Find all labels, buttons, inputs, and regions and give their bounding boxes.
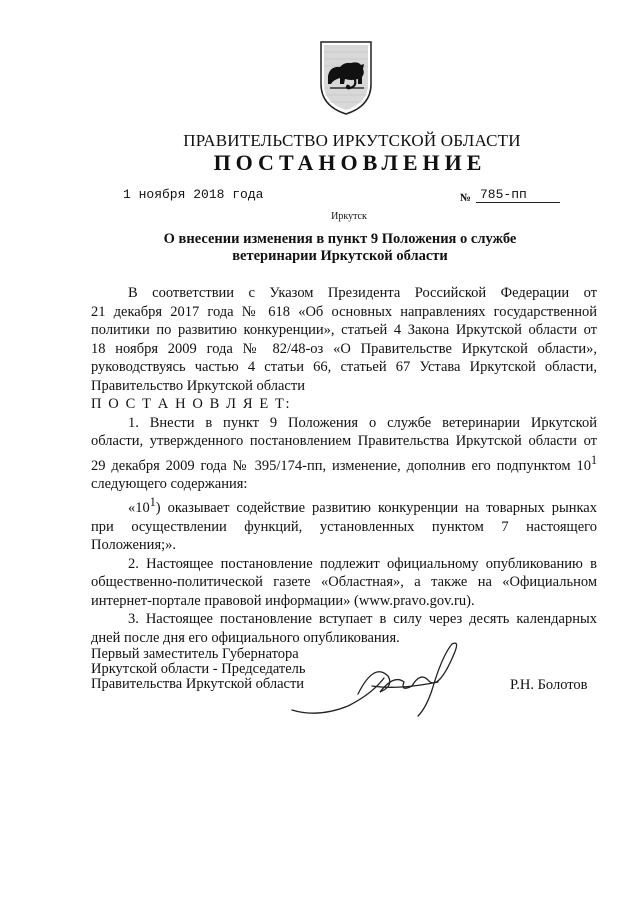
item3-line: дней после дня его официального опубликования. (91, 629, 400, 646)
item1-line: следующего содержания: (91, 475, 248, 492)
preamble-line: 21 декабря 2017 года № 618 «Об основных направлениях государственной (91, 303, 597, 320)
government-name: ПРАВИТЕЛЬСТВО ИРКУТСКОЙ ОБЛАСТИ (183, 131, 521, 150)
preamble-line: политики по развитию конкуренции», статьей 4 Закона Иркутской области от (91, 322, 597, 338)
preamble-line: В соответствии с Указом Президента Российской Федерации от (128, 285, 597, 301)
decree-number: 785-пп (476, 187, 560, 203)
decree-title (150, 231, 530, 265)
item2-line: 2. Настоящее постановление подлежит официальному опубликованию в (128, 555, 597, 572)
signer-position-line: Правительства Иркутской области (91, 676, 305, 692)
quote-open: «10 (128, 500, 150, 517)
preamble-line: 18 ноября 2009 года № 82/48-оз «О Правительстве Иркутской области», (91, 340, 597, 357)
decree-date: 1 ноября 2018 года (123, 187, 264, 202)
preamble-line: руководствуясь частью 4 статьи 66, статьей 67 Устава Иркутской области, (91, 359, 597, 375)
signer-position-line: Иркутской области - Председатель (91, 661, 306, 677)
item2-line: интернет-портале правовой информации» (www.pravo.gov.ru). (91, 592, 475, 609)
city: Иркутск (331, 211, 367, 222)
resolves-heading: П О С Т А Н О В Л Я Е Т: (91, 396, 292, 412)
signer-position-line: Первый заместитель Губернатора (91, 646, 299, 662)
item3-line: 3. Настоящее постановление вступает в силу через десять календарных (128, 611, 597, 628)
quote-line: при осуществлении функций, установленных пунктом 7 настоящего (91, 518, 597, 535)
quote-line: Положения;». (91, 537, 177, 554)
item1-line (91, 451, 597, 475)
item1-line-text: 29 декабря 2009 года № 395/174-пп, изменение, дополнив его подпунктом 10 (91, 457, 591, 474)
quote-line (91, 493, 597, 517)
signer-position (91, 647, 306, 692)
item1-line: области, утвержденного постановлением Правительства Иркутской области от (91, 433, 597, 449)
quote-text: ) оказывает содействие развитию конкуренции на товарных рынках (155, 500, 597, 517)
superscript: 1 (149, 495, 156, 510)
item2-line: общественно-политической газете «Областная», а также на «Официальном (91, 574, 597, 591)
signer-name: Р.Н. Болотов (510, 677, 588, 693)
handwritten-signature (288, 632, 468, 722)
number-sign: № (460, 192, 472, 204)
document-type: ПОСТАНОВЛЕНИЕ (213, 150, 487, 175)
irkutsk-coat-of-arms-icon (318, 40, 374, 116)
decree-body (91, 284, 597, 647)
item1-line: 1. Внести в пункт 9 Положения о службе ветеринарии Иркутской (128, 414, 597, 431)
decree-title-line: ветеринарии Иркутской области (232, 248, 448, 264)
superscript: 1 (590, 452, 597, 467)
decree-title-line: О внесении изменения в пункт 9 Положения о службе (163, 231, 517, 247)
preamble-line: Правительство Иркутской области (91, 377, 305, 394)
